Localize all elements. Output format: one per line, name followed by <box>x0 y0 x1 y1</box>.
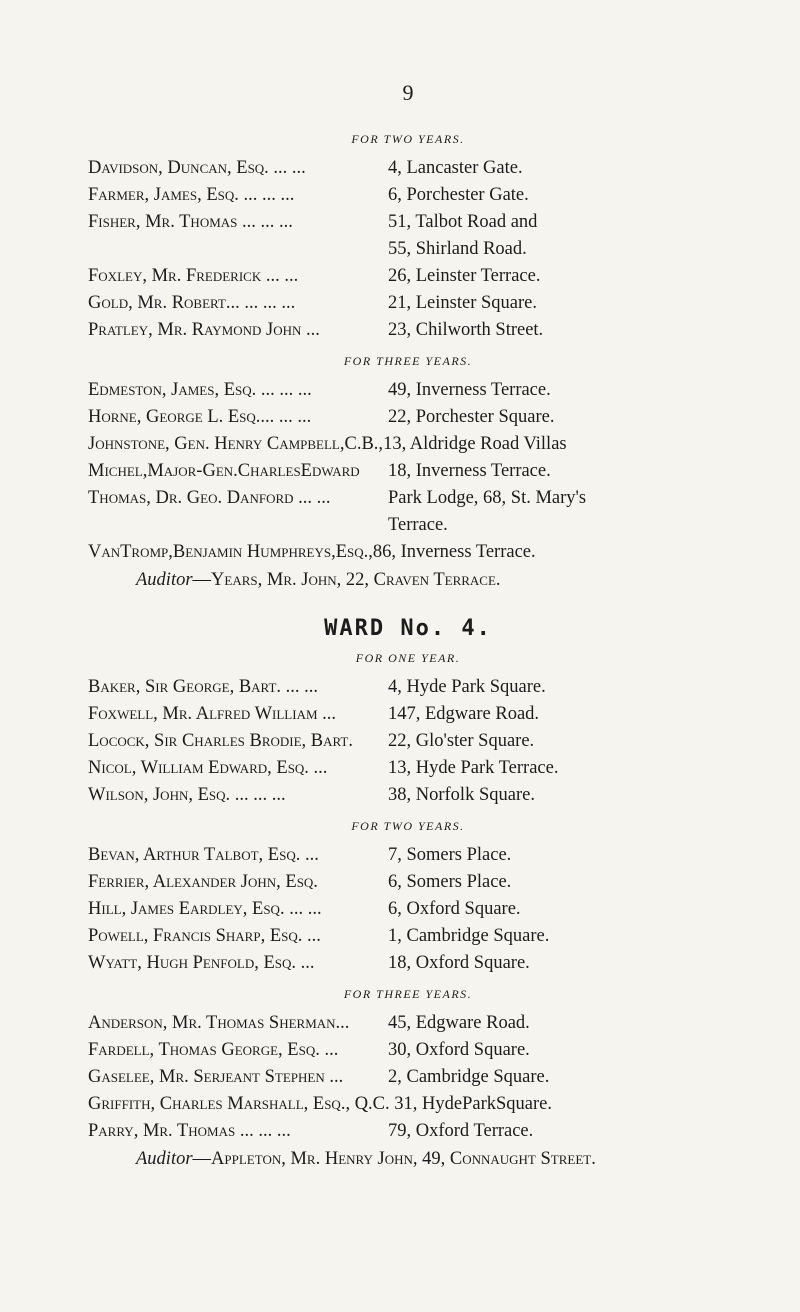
auditor-line <box>88 1145 728 1173</box>
list-item <box>88 896 728 923</box>
member-name: Parry, Mr. Thomas ... ... ... <box>88 1121 291 1141</box>
list-item <box>88 182 728 209</box>
member-address: 4, Lancaster Gate. <box>388 158 523 178</box>
list-item <box>88 728 728 755</box>
list-item <box>88 290 728 317</box>
member-address: 6, Porchester Gate. <box>388 185 529 205</box>
list-item <box>88 950 728 977</box>
list-item <box>88 263 728 290</box>
member-address: 7, Somers Place. <box>388 845 512 865</box>
auditor-label: Auditor <box>136 570 193 590</box>
list-item <box>88 755 728 782</box>
member-address: 49, Inverness Terrace. <box>388 380 551 400</box>
member-name: Hill, James Eardley, Esq. ... ... <box>88 899 322 919</box>
address-continuation: Terrace. <box>388 515 448 535</box>
member-address: 4, Hyde Park Square. <box>388 677 546 697</box>
member-address: 30, Oxford Square. <box>388 1040 530 1060</box>
list-item <box>88 377 728 404</box>
page-number: 9 <box>402 80 414 105</box>
list-item <box>88 539 728 566</box>
member-address: 6, Somers Place. <box>388 872 512 892</box>
member-address: 86, Inverness Terrace. <box>372 542 536 562</box>
member-address: 51, Talbot Road and <box>388 212 538 232</box>
section-heading-three-years-ward4: FOR THREE YEARS. <box>343 987 473 1001</box>
member-address: 79, Oxford Terrace. <box>388 1121 534 1141</box>
ward-title: WARD No. 4. <box>324 616 492 641</box>
section-heading-two-years-ward4: FOR TWO YEARS. <box>351 819 465 833</box>
list-item <box>88 458 728 485</box>
member-address: 2, Cambridge Square. <box>388 1067 550 1087</box>
member-name: Nicol, William Edward, Esq. ... <box>88 758 328 778</box>
member-name: Gold, Mr. Robert... ... ... ... <box>88 293 296 313</box>
member-list <box>88 1010 728 1145</box>
member-name: Fisher, Mr. Thomas ... ... ... <box>88 212 293 232</box>
address-continuation: 55, Shirland Road. <box>388 239 527 259</box>
auditor-label: Auditor <box>136 1149 193 1169</box>
member-address: 23, Chilworth Street. <box>388 320 544 340</box>
list-item <box>88 404 728 431</box>
member-name: Horne, George L. Esq.... ... ... <box>88 407 312 427</box>
member-address: 6, Oxford Square. <box>388 899 521 919</box>
member-list <box>88 155 728 344</box>
member-name: Anderson, Mr. Thomas Sherman... <box>88 1013 350 1033</box>
member-name: Pratley, Mr. Raymond John ... <box>88 320 320 340</box>
member-address: 13, Aldridge Road Villas <box>383 434 567 454</box>
list-item <box>88 674 728 701</box>
member-address: 31, HydeParkSquare. <box>394 1094 553 1114</box>
list-item <box>88 431 728 458</box>
member-name: Davidson, Duncan, Esq. ... ... <box>88 158 306 178</box>
member-name: Edmeston, James, Esq. ... ... ... <box>88 380 312 400</box>
member-address: 21, Leinster Square. <box>388 293 537 313</box>
document-page <box>88 80 728 1173</box>
member-list <box>88 842 728 977</box>
list-item <box>88 1064 728 1091</box>
list-item <box>88 869 728 896</box>
list-item <box>88 923 728 950</box>
member-address: 13, Hyde Park Terrace. <box>388 758 559 778</box>
auditor-text: —Years, Mr. John, 22, Craven Terrace. <box>192 570 501 590</box>
member-name: Wyatt, Hugh Penfold, Esq. ... <box>88 953 315 973</box>
auditor-line <box>88 566 728 594</box>
section-heading-three-years: FOR THREE YEARS. <box>343 354 473 368</box>
member-name: Johnstone, Gen. Henry Campbell,C.B., <box>88 434 384 454</box>
member-name: Baker, Sir George, Bart. ... ... <box>88 677 319 697</box>
member-name: Michel,Major-Gen.CharlesEdward <box>88 461 360 481</box>
member-address: 18, Oxford Square. <box>388 953 530 973</box>
member-address: 45, Edgware Road. <box>388 1013 530 1033</box>
member-address: 1, Cambridge Square. <box>388 926 550 946</box>
member-address: 26, Leinster Terrace. <box>388 266 541 286</box>
member-name: Thomas, Dr. Geo. Danford ... ... <box>88 488 331 508</box>
list-item <box>88 317 728 344</box>
member-list <box>88 377 728 566</box>
member-address: 38, Norfolk Square. <box>388 785 535 805</box>
member-name: Farmer, James, Esq. ... ... ... <box>88 185 295 205</box>
member-list <box>88 674 728 809</box>
list-item <box>88 485 728 512</box>
member-name: Ferrier, Alexander John, Esq. <box>88 872 318 892</box>
member-name: Griffith, Charles Marshall, Esq., Q.C. <box>88 1094 390 1114</box>
section-heading-one-year: FOR ONE YEAR. <box>355 651 461 665</box>
list-item <box>88 842 728 869</box>
member-name: Foxwell, Mr. Alfred William ... <box>88 704 337 724</box>
section-heading-two-years: FOR TWO YEARS. <box>351 132 465 146</box>
member-address: 22, Porchester Square. <box>388 407 555 427</box>
list-item <box>88 701 728 728</box>
list-item <box>88 782 728 809</box>
member-address: 22, Glo'ster Square. <box>388 731 535 751</box>
list-item <box>88 1037 728 1064</box>
list-item <box>88 1010 728 1037</box>
member-name: Foxley, Mr. Frederick ... ... <box>88 266 299 286</box>
member-name: VanTromp,Benjamin Humphreys,Esq., <box>88 542 373 562</box>
list-item <box>88 1118 728 1145</box>
member-name: Bevan, Arthur Talbot, Esq. ... <box>88 845 319 865</box>
member-address: Park Lodge, 68, St. Mary's <box>388 488 587 508</box>
list-item <box>88 155 728 182</box>
member-address: 18, Inverness Terrace. <box>388 461 551 481</box>
member-address: 147, Edgware Road. <box>388 704 540 724</box>
member-name: Locock, Sir Charles Brodie, Bart. <box>88 731 353 751</box>
member-name: Gaselee, Mr. Serjeant Stephen ... <box>88 1067 344 1087</box>
list-item <box>88 1091 728 1118</box>
member-name: Fardell, Thomas George, Esq. ... <box>88 1040 339 1060</box>
member-name: Wilson, John, Esq. ... ... ... <box>88 785 286 805</box>
list-item <box>88 209 728 236</box>
auditor-text: —Appleton, Mr. Henry John, 49, Connaught Street. <box>192 1149 596 1169</box>
member-name: Powell, Francis Sharp, Esq. ... <box>88 926 321 946</box>
